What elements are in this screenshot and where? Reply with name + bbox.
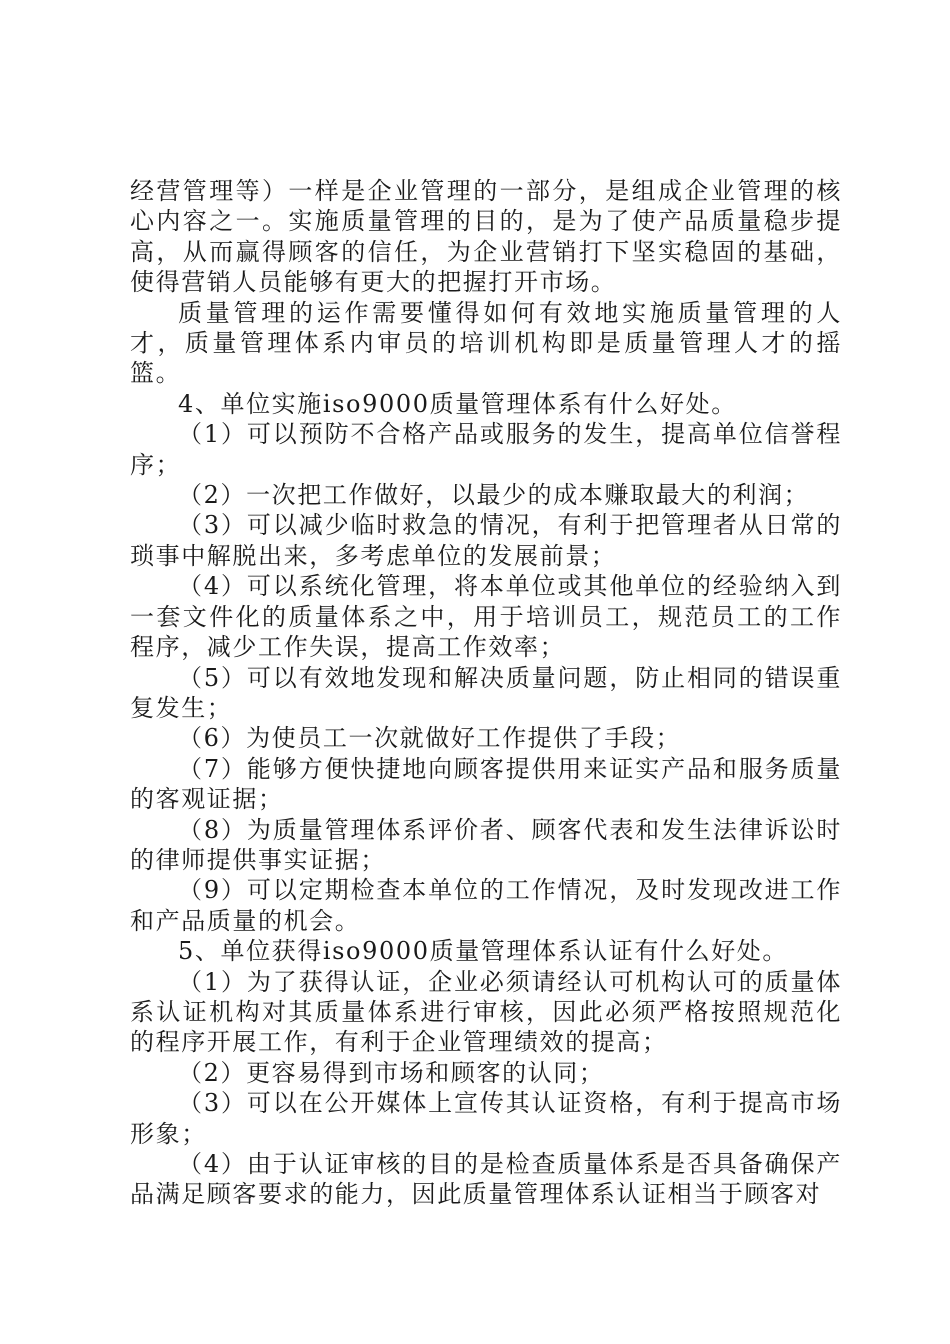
list-item: （3）可以减少临时救急的情况，有利于把管理者从日常的琐事中解脱出来，多考虑单位的发展前景； bbox=[130, 511, 842, 570]
section-heading-5: 5、单位获得iso9000质量管理体系认证有什么好处。 bbox=[178, 937, 788, 966]
list-item: （5）可以有效地发现和解决质量问题，防止相同的错误重复发生； bbox=[130, 663, 842, 722]
section-heading-4: 4、单位实施iso9000质量管理体系有什么好处。 bbox=[178, 389, 737, 418]
list-item: （1）为了获得认证，企业必须请经认可机构认可的质量体系认证机构对其质量体系进行审核，因此必须严格按照规范化的程序开展工作，有利于企业管理绩效的提高； bbox=[130, 967, 842, 1057]
list-item: （4）由于认证审核的目的是检查质量体系是否具备确保产品满足顾客要求的能力，因此质量管理体系认证相当于顾客对 bbox=[130, 1150, 842, 1209]
paragraph-talent: 质量管理的运作需要懂得如何有效地实施质量管理的人才，质量管理体系内审员的培训机构即是质量管理人才的摇篮。 bbox=[130, 298, 842, 388]
list-item: （2）更容易得到市场和顾客的认同； bbox=[178, 1058, 605, 1087]
list-item: （9）可以定期检查本单位的工作情况，及时发现改进工作和产品质量的机会。 bbox=[130, 876, 842, 935]
list-item: （3）可以在公开媒体上宣传其认证资格，有利于提高市场形象； bbox=[130, 1089, 842, 1148]
list-item: （1）可以预防不合格产品或服务的发生，提高单位信誉程序； bbox=[130, 420, 842, 479]
paragraph-continuation: 经营管理等）一样是企业管理的一部分，是组成企业管理的核心内容之一。实施质量管理的目的，是为了使产品质量稳步提高，从而赢得顾客的信任，为企业营销打下坚实稳固的基础，使得营销人员能够有更大的把握打开市场。 bbox=[130, 177, 842, 297]
document-body bbox=[130, 176, 842, 1210]
list-item: （6）为使员工一次就做好工作提供了手段； bbox=[178, 724, 682, 753]
list-item: （4）可以系统化管理，将本单位或其他单位的经验纳入到一套文件化的质量体系之中，用于培训员工，规范员工的工作程序，减少工作失误，提高工作效率； bbox=[130, 572, 842, 662]
list-item: （7）能够方便快捷地向顾客提供用来证实产品和服务质量的客观证据； bbox=[130, 754, 842, 814]
list-item: （2）一次把工作做好，以最少的成本赚取最大的利润； bbox=[178, 481, 810, 510]
list-item: （8）为质量管理体系评价者、顾客代表和发生法律诉讼时的律师提供事实证据； bbox=[130, 815, 842, 874]
